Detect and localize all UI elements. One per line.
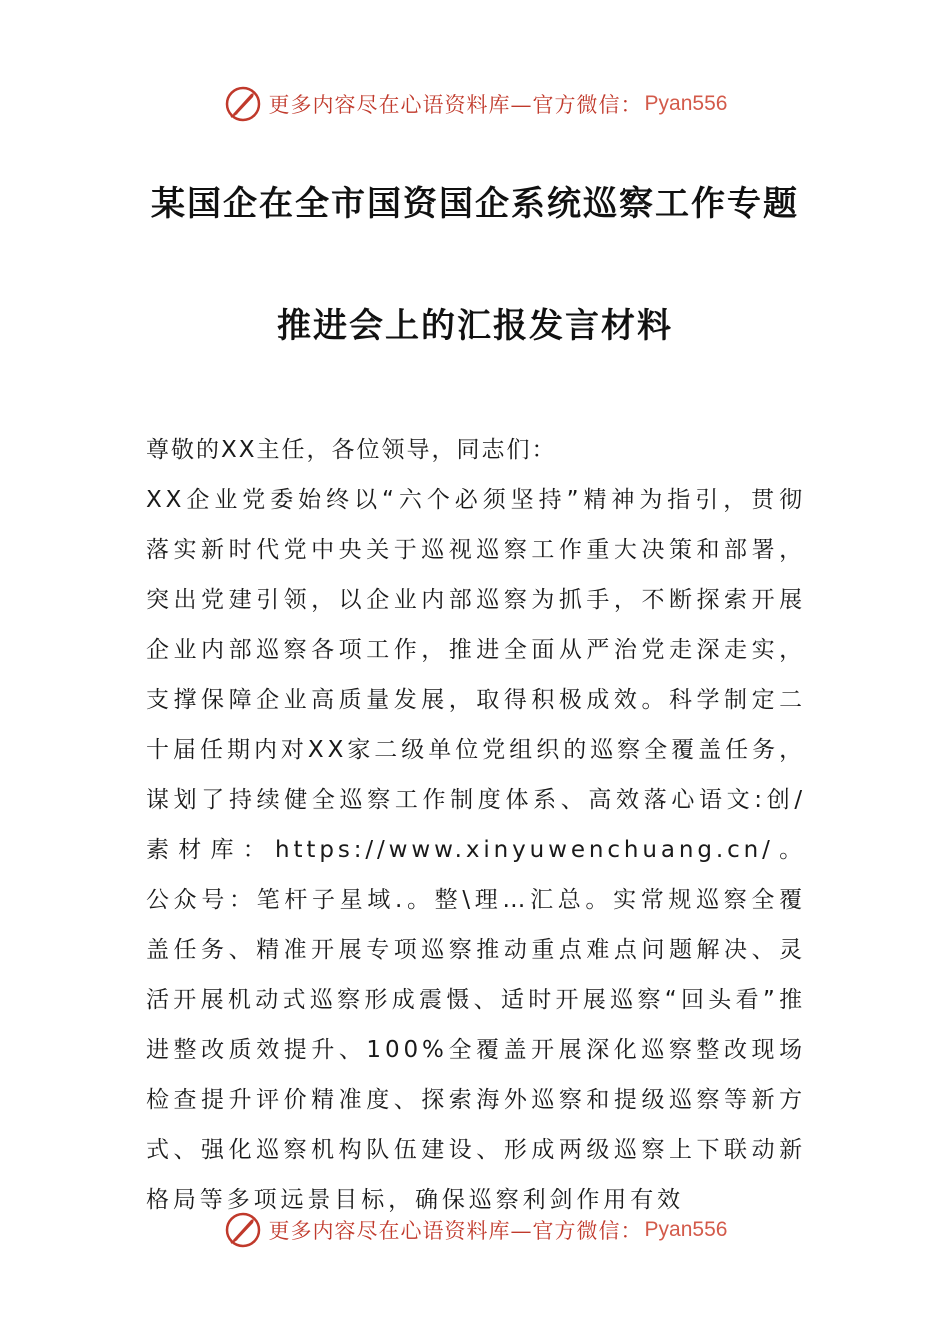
document-body: [146, 425, 806, 1225]
quill-logo-icon: [223, 1210, 263, 1250]
header-watermark-banner: [0, 82, 950, 126]
banner-text: 更多内容尽在心语资料库—官方微信：: [268, 1219, 643, 1243]
footer-watermark-banner: [0, 1208, 950, 1252]
banner-wechat-id: Pyan556: [644, 1218, 728, 1241]
body-paragraph: XX企业党委始终以“六个必须坚持”精神为指引，贯彻落实新时代党中央关于巡视巡察工作重大决策和部署，突出党建引领，以企业内部巡察为抓手，不断探索开展企业内部巡察各项工作，推进全面从严治党走深走实，支撑保障企业高质量发展，取得积极成效。科学制定二十届任期内对XX家二级单位党组织的巡察全覆盖任务，谋划了持续健全巡察工作制度体系、高效落心语文:创/素材库：https://www.xinyuwenchuang.cn/。公众号：笔杆子星域.。整\理…汇总。实常规巡察全覆盖任务、精准开展专项巡察推动重点难点问题解决、灵活开展机动式巡察形成震慑、适时开展巡察“回头看”推进整改质效提升、100%全覆盖开展深化巡察整改现场检查提升评价精准度、探索海外巡察和提级巡察等新方式、强化巡察机构队伍建设、形成两级巡察上下联动新格局等多项远景目标，确保巡察利剑作用有效: [146, 487, 806, 1213]
banner-wechat-id: Pyan556: [644, 92, 728, 115]
banner-text: 更多内容尽在心语资料库—官方微信：: [268, 93, 643, 117]
document-title-line-1: 某国企在全市国资国企系统巡察工作专题: [151, 184, 799, 224]
greeting: 尊敬的XX主任，各位领导，同志们：: [146, 437, 557, 463]
document-title-line-2: 推进会上的汇报发言材料: [277, 306, 673, 346]
quill-logo-icon: [223, 84, 263, 124]
